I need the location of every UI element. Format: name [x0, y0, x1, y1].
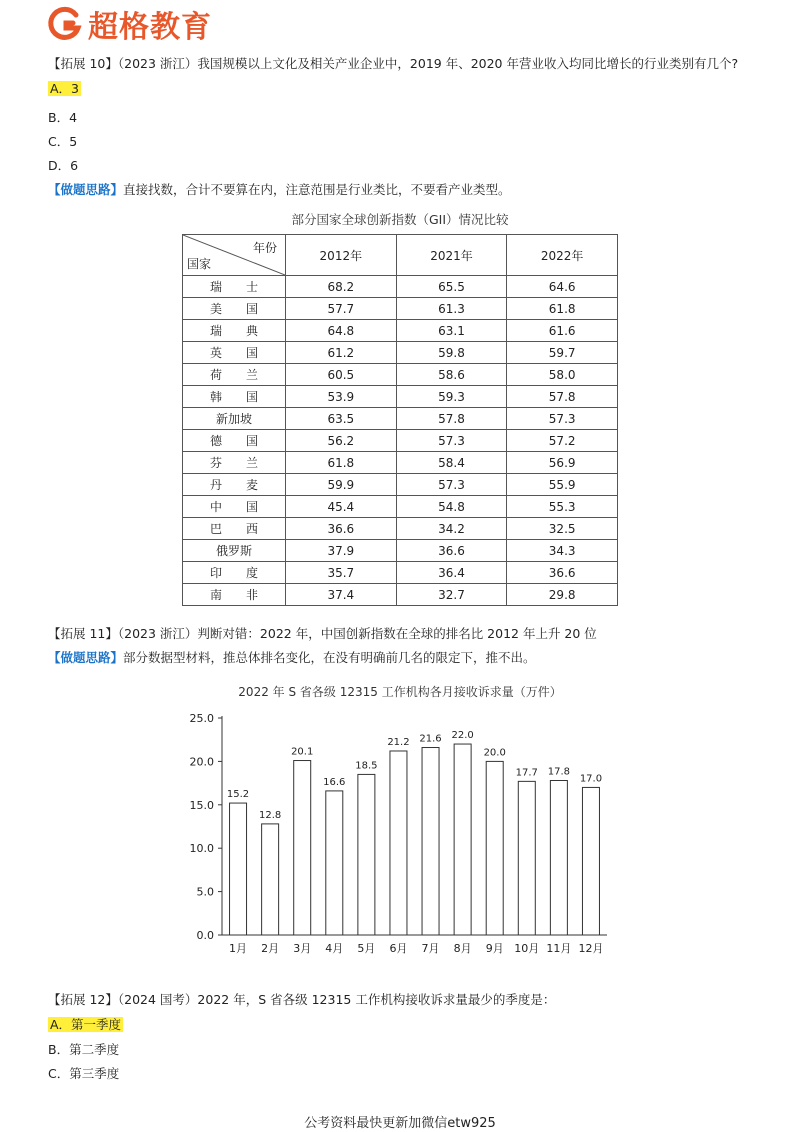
y-tick-label: 25.0 — [189, 712, 214, 725]
bar — [294, 761, 311, 935]
q10-option-a[interactable]: A．3 — [50, 81, 80, 96]
value-cell: 58.6 — [396, 364, 507, 386]
value-cell: 61.2 — [286, 342, 397, 364]
table-row — [183, 320, 618, 342]
q12-option-c[interactable]: C．第三季度 — [48, 1066, 120, 1081]
country-cell: 巴 西 — [183, 518, 286, 540]
bar — [390, 751, 407, 935]
bar-value-label: 17.8 — [547, 766, 571, 778]
value-cell: 61.3 — [396, 298, 507, 320]
y-tick-label: 0.0 — [196, 929, 214, 942]
x-tick-label: 1月 — [229, 942, 248, 955]
value-cell: 61.8 — [286, 452, 397, 474]
bar — [358, 774, 375, 935]
q10-tip — [48, 182, 511, 198]
col-header-1: 2021年 — [396, 235, 507, 276]
value-cell: 65.5 — [396, 276, 507, 298]
logo-g-icon — [46, 6, 82, 42]
value-cell: 60.5 — [286, 364, 397, 386]
value-cell: 45.4 — [286, 496, 397, 518]
x-tick-label: 5月 — [357, 942, 376, 955]
value-cell: 61.8 — [507, 298, 618, 320]
q10-stem: 【拓展 10】（2023 浙江）我国规模以上文化及相关产业企业中，2019 年、2020 年营业收入均同比增长的行业类别有几个? — [48, 56, 739, 71]
bar — [582, 787, 599, 935]
q12-option-b[interactable]: B．第二季度 — [48, 1042, 120, 1057]
x-tick-label: 7月 — [421, 942, 440, 955]
table-row — [183, 562, 618, 584]
x-tick-label: 2月 — [261, 942, 280, 955]
value-cell: 57.8 — [507, 386, 618, 408]
q10-option-d[interactable]: D．6 — [48, 158, 79, 173]
country-cell: 英 国 — [183, 342, 286, 364]
col-header-2: 2022年 — [507, 235, 618, 276]
bar-value-label: 21.6 — [419, 733, 442, 745]
q10-option-c[interactable]: C．5 — [48, 134, 78, 149]
value-cell: 57.8 — [396, 408, 507, 430]
bar — [518, 781, 535, 935]
value-cell: 36.6 — [286, 518, 397, 540]
bar-chart — [170, 680, 630, 970]
country-cell: 印 度 — [183, 562, 286, 584]
q12-stem: 【拓展 12】（2024 国考）2022 年，S 省各级 12315 工作机构接收诉求量最少的季度是： — [48, 992, 556, 1007]
col-header-0: 2012年 — [286, 235, 397, 276]
country-cell: 德 国 — [183, 430, 286, 452]
q12-option-a[interactable]: A．第一季度 — [50, 1017, 122, 1032]
table-row — [183, 474, 618, 496]
value-cell: 32.7 — [396, 584, 507, 606]
country-cell: 瑞 典 — [183, 320, 286, 342]
bar-value-label: 20.0 — [483, 747, 506, 759]
table-row — [183, 408, 618, 430]
value-cell: 57.2 — [507, 430, 618, 452]
value-cell: 61.6 — [507, 320, 618, 342]
y-tick-label: 5.0 — [196, 885, 214, 899]
value-cell: 37.9 — [286, 540, 397, 562]
value-cell: 56.9 — [507, 452, 618, 474]
value-cell: 56.2 — [286, 430, 397, 452]
value-cell: 57.3 — [507, 408, 618, 430]
value-cell: 29.8 — [507, 584, 618, 606]
bar-value-label: 15.2 — [226, 789, 250, 801]
x-tick-label: 8月 — [453, 942, 472, 955]
table-title: 部分国家全球创新指数（GII）情况比较 — [291, 212, 509, 227]
corner-country-label: 国家 — [187, 257, 212, 271]
country-cell: 俄罗斯 — [183, 540, 286, 562]
value-cell: 57.7 — [286, 298, 397, 320]
bar-value-label: 18.5 — [355, 760, 378, 772]
value-cell: 68.2 — [286, 276, 397, 298]
x-tick-label: 6月 — [389, 942, 408, 955]
table-header-row — [183, 235, 618, 276]
value-cell: 59.7 — [507, 342, 618, 364]
country-cell: 韩 国 — [183, 386, 286, 408]
table-row — [183, 386, 618, 408]
value-cell: 57.3 — [396, 474, 507, 496]
value-cell: 36.6 — [507, 562, 618, 584]
brand-name: 超格教育 — [88, 10, 212, 45]
value-cell: 58.4 — [396, 452, 507, 474]
corner-year-label: 年份 — [252, 241, 277, 255]
value-cell: 34.2 — [396, 518, 507, 540]
value-cell: 37.4 — [286, 584, 397, 606]
value-cell: 58.0 — [507, 364, 618, 386]
table-row — [183, 342, 618, 364]
bar — [454, 744, 471, 935]
value-cell: 32.5 — [507, 518, 618, 540]
bar-value-label: 22.0 — [451, 730, 474, 742]
footer-note: 公考资料最快更新加微信etw925 — [304, 1116, 496, 1131]
country-cell: 美 国 — [183, 298, 286, 320]
value-cell: 63.1 — [396, 320, 507, 342]
bar-value-label: 16.6 — [323, 776, 346, 788]
country-cell: 新加坡 — [183, 408, 286, 430]
table-row — [183, 518, 618, 540]
bar — [550, 780, 567, 935]
brand-logo — [46, 4, 212, 44]
bar-value-label: 21.2 — [387, 736, 410, 748]
gii-table — [182, 234, 618, 606]
bar-value-label: 17.7 — [515, 767, 538, 779]
table-corner-cell — [183, 235, 286, 276]
q10-option-b[interactable]: B．4 — [48, 110, 78, 125]
value-cell: 59.3 — [396, 386, 507, 408]
table-row — [183, 430, 618, 452]
bar-value-label: 17.0 — [579, 773, 603, 785]
q11-tip — [48, 650, 536, 666]
table-row — [183, 540, 618, 562]
x-tick-label: 4月 — [325, 942, 344, 955]
table-row — [183, 452, 618, 474]
bar — [230, 803, 247, 935]
country-cell: 丹 麦 — [183, 474, 286, 496]
bar-value-label: 20.1 — [291, 746, 314, 758]
table-row — [183, 276, 618, 298]
x-tick-label: 10月 — [514, 942, 540, 955]
tip-label: 【做题思路】 — [48, 182, 124, 197]
value-cell: 36.6 — [396, 540, 507, 562]
value-cell: 59.9 — [286, 474, 397, 496]
x-tick-label: 9月 — [485, 942, 504, 955]
y-tick-label: 10.0 — [189, 842, 214, 856]
bar — [262, 824, 279, 935]
table-row — [183, 298, 618, 320]
value-cell: 54.8 — [396, 496, 507, 518]
country-cell: 荷 兰 — [183, 364, 286, 386]
y-tick-label: 15.0 — [189, 798, 214, 812]
table-row — [183, 364, 618, 386]
value-cell: 64.8 — [286, 320, 397, 342]
x-tick-label: 3月 — [293, 942, 312, 955]
value-cell: 57.3 — [396, 430, 507, 452]
table-row — [183, 496, 618, 518]
value-cell: 55.9 — [507, 474, 618, 496]
bar — [422, 748, 439, 935]
value-cell: 63.5 — [286, 408, 397, 430]
tip-label: 【做题思路】 — [48, 650, 124, 665]
tip-text: 部分数据型材料，推总体排名变化，在没有明确前几名的限定下，推不出。 — [123, 650, 536, 665]
country-cell: 南 非 — [183, 584, 286, 606]
value-cell: 64.6 — [507, 276, 618, 298]
country-cell: 中 国 — [183, 496, 286, 518]
table-row — [183, 584, 618, 606]
bar — [326, 791, 343, 935]
value-cell: 35.7 — [286, 562, 397, 584]
y-tick-label: 20.0 — [189, 755, 214, 769]
q11-stem: 【拓展 11】（2023 浙江）判断对错：2022 年，中国创新指数在全球的排名比 2012 年上升 20 位 — [48, 626, 597, 641]
country-cell: 芬 兰 — [183, 452, 286, 474]
value-cell: 34.3 — [507, 540, 618, 562]
bar — [486, 761, 503, 935]
x-tick-label: 11月 — [546, 942, 572, 955]
value-cell: 55.3 — [507, 496, 618, 518]
bar-value-label: 12.8 — [258, 809, 282, 821]
tip-text: 直接找数，合计不要算在内，注意范围是行业类比，不要看产业类型。 — [123, 182, 511, 197]
value-cell: 36.4 — [396, 562, 507, 584]
value-cell: 59.8 — [396, 342, 507, 364]
value-cell: 53.9 — [286, 386, 397, 408]
x-tick-label: 12月 — [578, 942, 604, 955]
chart-title: 2022 年 S 省各级 12315 工作机构各月接收诉求量（万件） — [238, 685, 562, 699]
country-cell: 瑞 士 — [183, 276, 286, 298]
